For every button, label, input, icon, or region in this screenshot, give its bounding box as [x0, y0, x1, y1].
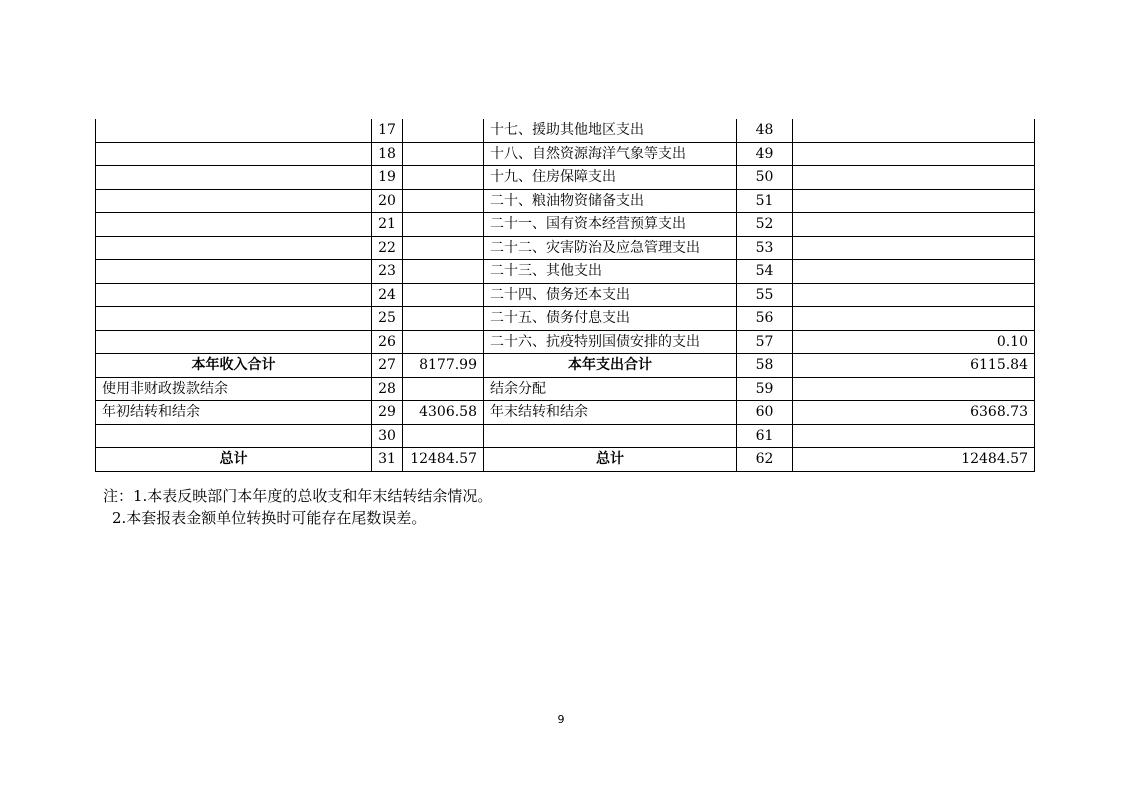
income-line-number-cell: 29	[372, 401, 403, 425]
expense-item-cell: 总计	[484, 448, 737, 472]
income-item-cell: 总计	[96, 448, 372, 472]
table-row	[96, 307, 1035, 331]
expense-item-cell	[484, 424, 737, 448]
expense-item-cell: 十八、自然资源海洋气象等支出	[484, 142, 737, 166]
expense-line-number-cell: 60	[737, 401, 793, 425]
expense-amount-cell: 6115.84	[793, 354, 1035, 378]
income-line-number-cell: 18	[372, 142, 403, 166]
expense-line-number-cell: 48	[737, 119, 793, 142]
table-row	[96, 213, 1035, 237]
income-item-cell: 本年收入合计	[96, 354, 372, 378]
expense-item-cell: 二十二、灾害防治及应急管理支出	[484, 236, 737, 260]
income-line-number-cell: 21	[372, 213, 403, 237]
table-row	[96, 377, 1035, 401]
expense-item-cell: 结余分配	[484, 377, 737, 401]
expense-item-cell: 二十四、债务还本支出	[484, 283, 737, 307]
expense-amount-cell	[793, 260, 1035, 284]
table-row	[96, 119, 1035, 142]
income-line-number-cell: 31	[372, 448, 403, 472]
expense-line-number-cell: 58	[737, 354, 793, 378]
expense-line-number-cell: 61	[737, 424, 793, 448]
income-amount-cell	[403, 307, 484, 331]
income-amount-cell	[403, 330, 484, 354]
income-line-number-cell: 19	[372, 166, 403, 190]
expense-amount-cell: 6368.73	[793, 401, 1035, 425]
expense-line-number-cell: 56	[737, 307, 793, 331]
income-item-cell	[96, 330, 372, 354]
expense-line-number-cell: 53	[737, 236, 793, 260]
expense-item-cell: 二十一、国有资本经营预算支出	[484, 213, 737, 237]
income-line-number-cell: 27	[372, 354, 403, 378]
notes	[103, 485, 492, 529]
income-item-cell	[96, 189, 372, 213]
income-item-cell: 年初结转和结余	[96, 401, 372, 425]
income-amount-cell	[403, 377, 484, 401]
income-amount-cell	[403, 236, 484, 260]
table-row	[96, 142, 1035, 166]
table-row	[96, 354, 1035, 378]
income-item-cell	[96, 307, 372, 331]
page-number: 9	[557, 713, 565, 726]
income-item-cell	[96, 424, 372, 448]
income-item-cell	[96, 236, 372, 260]
income-line-number-cell: 30	[372, 424, 403, 448]
income-amount-cell	[403, 142, 484, 166]
expense-item-cell: 十九、住房保障支出	[484, 166, 737, 190]
expense-line-number-cell: 62	[737, 448, 793, 472]
expense-line-number-cell: 57	[737, 330, 793, 354]
income-line-number-cell: 20	[372, 189, 403, 213]
expense-amount-cell	[793, 236, 1035, 260]
expense-amount-cell	[793, 424, 1035, 448]
income-line-number-cell: 23	[372, 260, 403, 284]
expense-item-cell: 本年支出合计	[484, 354, 737, 378]
income-item-cell	[96, 119, 372, 142]
income-amount-cell	[403, 424, 484, 448]
income-amount-cell: 8177.99	[403, 354, 484, 378]
table-row	[96, 448, 1035, 472]
expense-amount-cell	[793, 307, 1035, 331]
table-row	[96, 260, 1035, 284]
table-row	[96, 283, 1035, 307]
expense-amount-cell: 0.10	[793, 330, 1035, 354]
income-item-cell	[96, 260, 372, 284]
income-amount-cell: 4306.58	[403, 401, 484, 425]
expense-line-number-cell: 59	[737, 377, 793, 401]
expense-amount-cell	[793, 283, 1035, 307]
expense-item-cell: 二十三、其他支出	[484, 260, 737, 284]
income-amount-cell	[403, 166, 484, 190]
note-line-1: 注：1.本表反映部门本年度的总收支和年末结转结余情况。	[103, 487, 493, 505]
income-line-number-cell: 28	[372, 377, 403, 401]
table-row	[96, 330, 1035, 354]
income-item-cell	[96, 283, 372, 307]
table-row	[96, 189, 1035, 213]
expense-amount-cell	[793, 166, 1035, 190]
income-line-number-cell: 24	[372, 283, 403, 307]
expense-amount-cell	[793, 142, 1035, 166]
budget-summary-table	[95, 119, 1035, 472]
income-line-number-cell: 25	[372, 307, 403, 331]
income-item-cell	[96, 166, 372, 190]
table-row	[96, 166, 1035, 190]
income-line-number-cell: 17	[372, 119, 403, 142]
expense-item-cell: 二十、粮油物资储备支出	[484, 189, 737, 213]
income-item-cell	[96, 213, 372, 237]
income-amount-cell	[403, 283, 484, 307]
income-amount-cell	[403, 189, 484, 213]
expense-amount-cell	[793, 213, 1035, 237]
income-amount-cell	[403, 260, 484, 284]
expense-line-number-cell: 51	[737, 189, 793, 213]
income-amount-cell	[403, 213, 484, 237]
table-row	[96, 401, 1035, 425]
expense-line-number-cell: 55	[737, 283, 793, 307]
expense-item-cell: 二十六、抗疫特别国债安排的支出	[484, 330, 737, 354]
expense-item-cell: 二十五、债务付息支出	[484, 307, 737, 331]
income-line-number-cell: 22	[372, 236, 403, 260]
expense-line-number-cell: 52	[737, 213, 793, 237]
income-amount-cell: 12484.57	[403, 448, 484, 472]
expense-item-cell: 年末结转和结余	[484, 401, 737, 425]
expense-line-number-cell: 54	[737, 260, 793, 284]
income-amount-cell	[403, 119, 484, 142]
table-row	[96, 424, 1035, 448]
expense-line-number-cell: 49	[737, 142, 793, 166]
table-body	[96, 119, 1035, 471]
expense-amount-cell	[793, 189, 1035, 213]
expense-amount-cell: 12484.57	[793, 448, 1035, 472]
table-row	[96, 236, 1035, 260]
income-item-cell: 使用非财政拨款结余	[96, 377, 372, 401]
income-line-number-cell: 26	[372, 330, 403, 354]
expense-item-cell: 十七、援助其他地区支出	[484, 119, 737, 142]
expense-amount-cell	[793, 377, 1035, 401]
income-item-cell	[96, 142, 372, 166]
note-line-2: 2.本套报表金额单位转换时可能存在尾数误差。	[112, 509, 427, 527]
expense-line-number-cell: 50	[737, 166, 793, 190]
expense-amount-cell	[793, 119, 1035, 142]
